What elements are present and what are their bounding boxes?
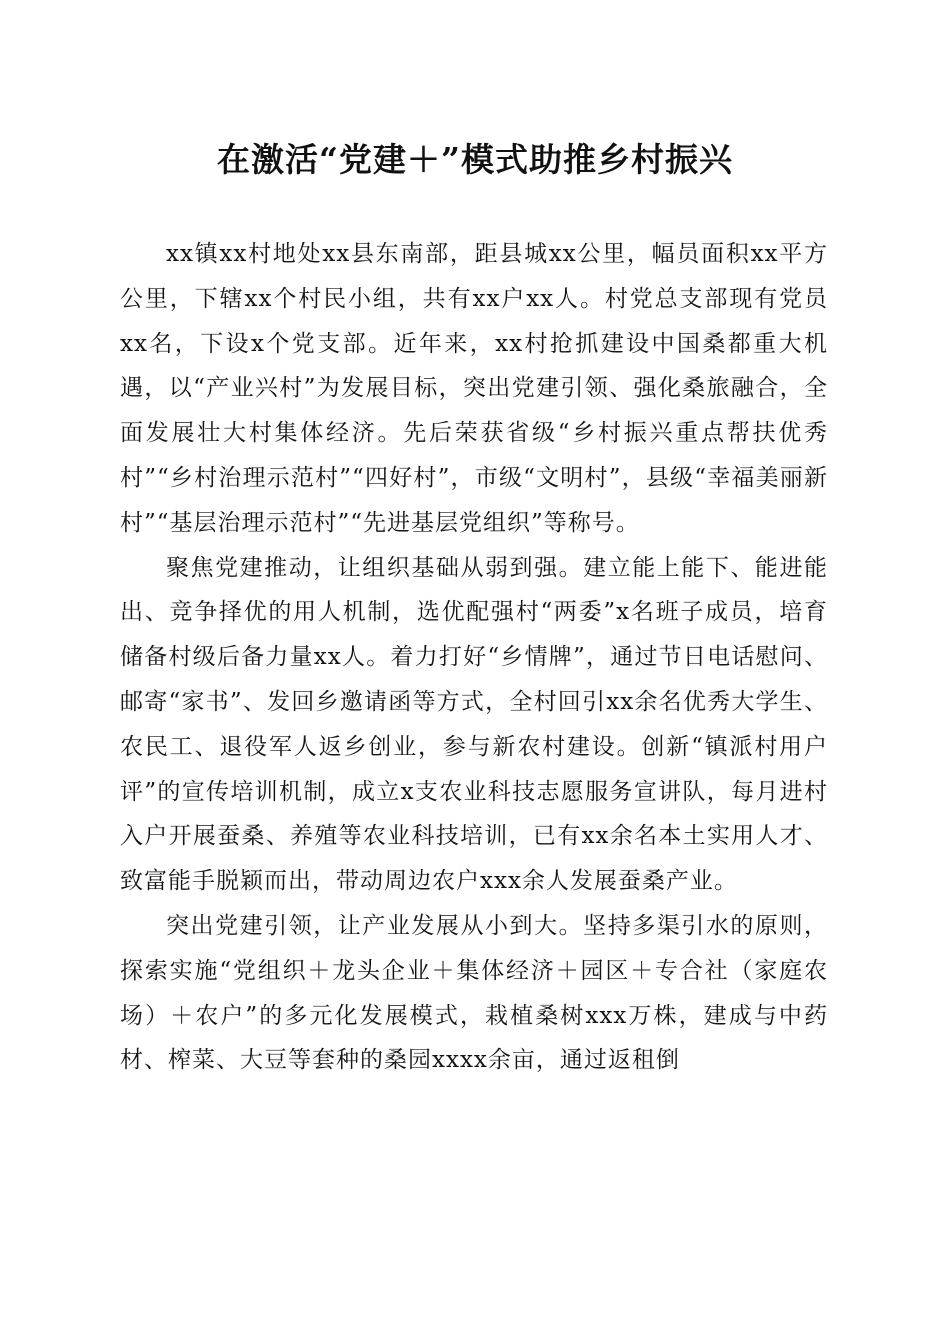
- paragraph-organization: 聚焦党建推动，让组织基础从弱到强。建立能上能下、能进能出、竞争择优的用人机制，选优配强村“两委”x名班子成员，培育储备村级后备力量xx人。着力打好“乡情牌”，通过节日电话慰问、邮寄“家书”、发回乡邀请函等方式，全村回引xx余名优秀大学生、农民工、退役军人返乡创业，参与新农村建设。创新“镇派村用户评”的宣传培训机制，成立x支农业科技志愿服务宣讲队，每月进村入户开展蚕桑、养殖等农业科技培训，已有xx余名本土实用人才、致富能手脱颖而出，带动周边农户xxx余人发展蚕桑产业。: [120, 554, 828, 895]
- paragraph-village-overview: xx镇xx村地处xx县东南部，距县城xx公里，幅员面积xx平方公里，下辖xx个村民小组，共有xx户xx人。村党总支部现有党员xx名，下设x个党支部。近年来，xx村抢抓建设中国桑都重大机遇，以“产业兴村”为发展目标，突出党建引领、强化桑旅融合，全面发展壮大村集体经济。先后荣获省级“乡村振兴重点帮扶优秀村”“乡村治理示范村”“四好村”，市级“文明村”，县级“幸福美丽新村”“基层治理示范村”“先进基层党组织”等称号。: [120, 241, 828, 536]
- document-title: 在激活“党建＋”模式助推乡村振兴: [217, 140, 733, 179]
- document-body: [120, 232, 828, 1083]
- paragraph-industry: 突出党建引领，让产业发展从小到大。坚持多渠引水的原则，探索实施“党组织＋龙头企业＋集体经济＋园区＋专合社（家庭农场）＋农户”的多元化发展模式，栽植桑树xxx万株，建成与中药材、榨菜、大豆等套种的桑园xxxx余亩，通过返租倒: [120, 912, 828, 1074]
